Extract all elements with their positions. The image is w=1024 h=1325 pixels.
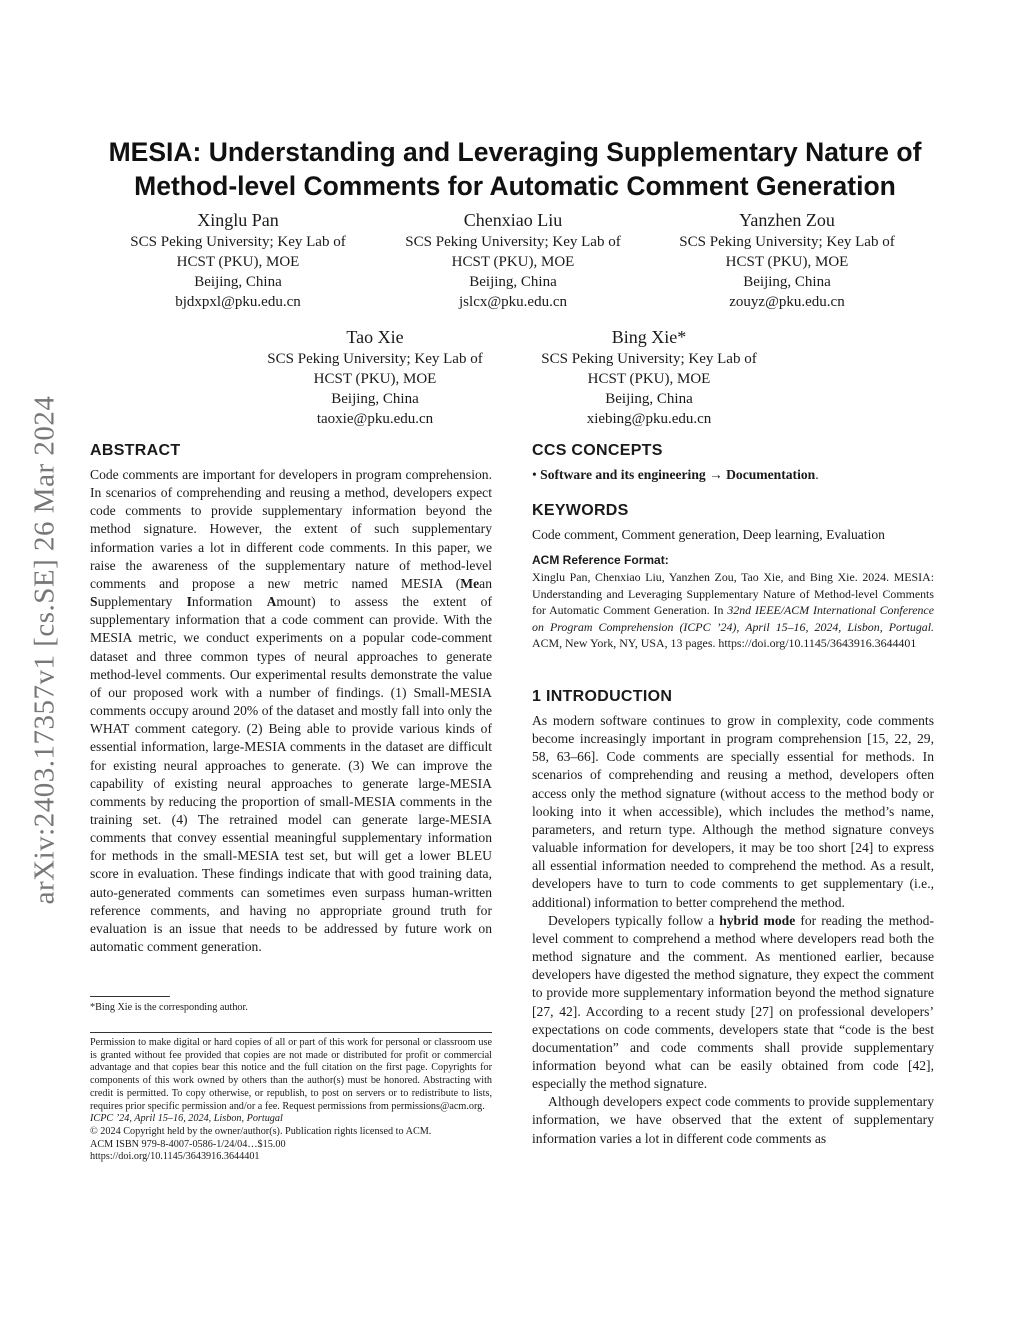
author-block (383, 208, 643, 312)
author-location: Beijing, China (743, 274, 831, 290)
author-block (245, 325, 505, 429)
arxiv-sidebar (30, 355, 60, 945)
keywords-heading: KEYWORDS (532, 502, 629, 519)
paper-title (80, 135, 950, 203)
author-affiliation: HCST (PKU), MOE (176, 254, 300, 270)
bullet-icon: • (532, 467, 537, 482)
author-location: Beijing, China (469, 274, 557, 290)
author-block (519, 325, 779, 429)
author-affiliation: SCS Peking University; Key Lab of (679, 234, 895, 250)
author-name: Tao Xie (346, 327, 404, 347)
author-email: bjdxpxl@pku.edu.cn (175, 294, 301, 310)
author-block (108, 208, 368, 312)
author-affiliation: HCST (PKU), MOE (313, 371, 437, 387)
introduction-body (532, 712, 934, 1148)
footnote: *Bing Xie is the corresponding author. (90, 1002, 248, 1013)
author-location: Beijing, China (331, 391, 419, 407)
author-block (657, 208, 917, 312)
author-name: Chenxiao Liu (463, 210, 563, 230)
title-line-1: MESIA: Understanding and Leveraging Supplementary Nature of (108, 137, 922, 167)
author-name: Xinglu Pan (197, 210, 279, 230)
author-affiliation: HCST (PKU), MOE (725, 254, 849, 270)
permission-block (90, 1037, 492, 1164)
author-location: Beijing, China (605, 391, 693, 407)
author-email: zouyz@pku.edu.cn (729, 294, 845, 310)
author-affiliation: SCS Peking University; Key Lab of (130, 234, 346, 250)
intro-paragraph: Developers typically follow a hybrid mode for reading the method-level comment to comprehend a method where developers read both the method signature and the comment. As mentioned earlier, because developers have digested the method signature, they expect the comment to provide more supplementary information beyond the method signature [27, 42]. According to a recent study [27] on professional developers’ expectations on code comments, developers state that “code is the best documentation” and code comments shall provide supplementary information beyond what can be easily obtained from code [42], especially the method signature. (532, 912, 934, 1092)
author-name: Yanzhen Zou (739, 210, 835, 230)
author-affiliation: SCS Peking University; Key Lab of (267, 351, 483, 367)
permission-text: Permission to make digital or hard copies of all or part of this work for personal or classroom use is granted without fee provided that copies are not made or distributed for profit or commercial advantage and that copies bear this notice and the full citation on the first page. Copyrights for components of this work owned by others than the author(s) must be honored. Abstracting with credit is permitted. To copy otherwise, or republish, to post on servers or to redistribute to lists, requires prior specific permission and/or a fee. Request permissions from permissions@acm.org. (90, 1037, 492, 1112)
arrow-icon: → (709, 467, 723, 482)
permission-divider (90, 1032, 492, 1033)
intro-paragraph: As modern software continues to grow in complexity, code comments become increasingly important in program comprehension [15, 22, 29, 58, 63–66]. Code comments are specially essential for methods. In scenarios of comprehending and reusing a method, developers often access only the method signature (without access to the method body or looking into it when accessible), which includes the method’s name, parameters, and return type. Although the method signature conveys valuable information for developers, it may be too short [24] to express all essential information needed to comprehend the method. As a result, developers have to turn to code comments to get supplementary (i.e., additional) information to better comprehend the method. (532, 713, 934, 910)
ccs-concepts-heading: CCS CONCEPTS (532, 442, 663, 459)
arxiv-identifier: arXiv:2403.17357v1 [cs.SE] 26 Mar 2024 (28, 395, 61, 905)
abstract-heading: ABSTRACT (90, 442, 181, 459)
author-email: taoxie@pku.edu.cn (316, 411, 434, 427)
acm-isbn: ACM ISBN 979-8-4007-0586-1/24/04…$15.00 (90, 1138, 286, 1150)
intro-paragraph: Although developers expect code comments to provide supplementary information, we have observed that the extent of supplementary information varies a lot in different code comments as (532, 1094, 934, 1146)
author-email: jslcx@pku.edu.cn (459, 294, 567, 310)
abstract-text: Code comments are important for developers in program comprehension. In scenarios of comprehending and reusing a method, developers expect code comments to provide supplementary information beyond the method signature. However, the extent of such supplementary information varies a lot in different code comments. In this paper, we raise the awareness of the supplementary nature of method-level comments and propose a new metric named MESIA (Mean Supplementary Information Amount) to assess the extent of supplementary information that a code comment can provide. With the MESIA metric, we conduct experiments on a popular code-comment dataset and three common types of neural approaches to generate method-level comments. Our experimental results demonstrate the value of our proposed work with a number of findings. (1) Small-MESIA comments occupy around 20% of the dataset and mostly fall into only the WHAT comment category. (2) Being able to provide various kinds of essential information, large-MESIA comments in the dataset are difficult for existing neural approaches to generate. (3) We can improve the capability of existing neural approaches to generate large-MESIA comments by reducing the proportion of small-MESIA comments in the training set. (4) The retrained model can generate large-MESIA comments that convey essential meaningful supplementary information for methods in the small-MESIA test set, but will get a lower BLEU score in evaluation. These findings indicate that with good training data, auto-generated comments can sometimes even surpass human-written reference comments, and having no appropriate ground truth for evaluation is an issue that needs to be addressed by future work on automatic comment generation. (90, 467, 492, 955)
author-location: Beijing, China (194, 274, 282, 290)
author-affiliation: HCST (PKU), MOE (451, 254, 575, 270)
author-affiliation: SCS Peking University; Key Lab of (541, 351, 757, 367)
author-email: xiebing@pku.edu.cn (586, 411, 712, 427)
title-line-2: Method-level Comments for Automatic Comment Generation (134, 171, 896, 201)
acm-reference-heading: ACM Reference Format: (532, 553, 669, 567)
author-name: Bing Xie* (611, 327, 687, 347)
ccs-concepts-item: • Software and its engineering → Documentation. (532, 467, 819, 482)
author-affiliation: HCST (PKU), MOE (587, 371, 711, 387)
doi-link[interactable]: https://doi.org/10.1145/3643916.3644401 (90, 1151, 260, 1163)
copyright-notice: © 2024 Copyright held by the owner/author(s). Publication rights licensed to ACM. (90, 1125, 432, 1137)
conference-info: ICPC ’24, April 15–16, 2024, Lisbon, Portugal (90, 1113, 283, 1125)
acm-reference-text: Xinglu Pan, Chenxiao Liu, Yanzhen Zou, Tao Xie, and Bing Xie. 2024. MESIA: Understanding and Leveraging Supplementary Nature of Method-level Comments for Automatic Comment Generation. In 32nd IEEE/ACM International Conference on Program Comprehension (ICPC ’24), April 15–16, 2024, Lisbon, Portugal. ACM, New York, NY, USA, 13 pages. https://doi.org/10.1145/3643916.3644401 (532, 570, 934, 650)
introduction-heading: 1 INTRODUCTION (532, 688, 673, 705)
keywords-text: Code comment, Comment generation, Deep learning, Evaluation (532, 527, 885, 542)
author-affiliation: SCS Peking University; Key Lab of (405, 234, 621, 250)
footnote-divider (90, 996, 170, 997)
